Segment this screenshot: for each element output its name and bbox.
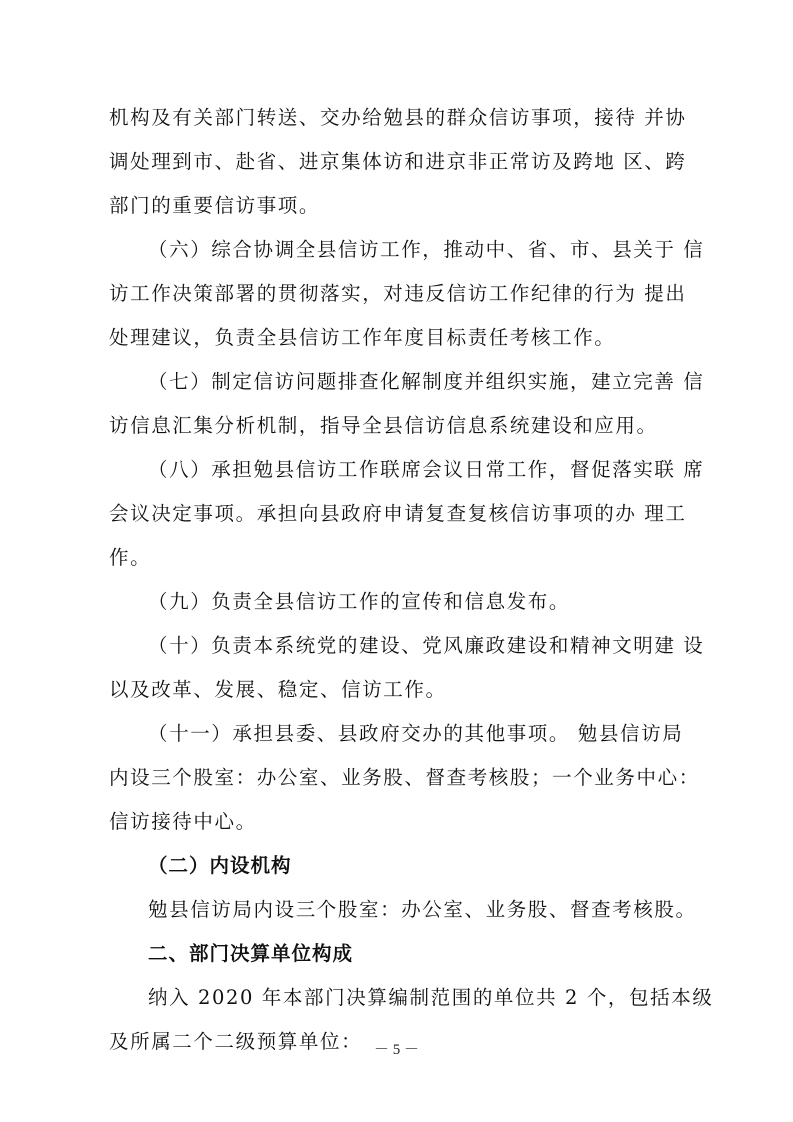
text-line: 作。 <box>109 546 152 569</box>
text-line: 处理建议，负责全县信访工作年度目标责任考核工作。 <box>109 326 616 349</box>
text-line: 访信息汇集分析机制，指导全县信访信息系统建设和应用。 <box>109 414 658 437</box>
text-line: 内设三个股室：办公室、业务股、督查考核股；一个业务中心： <box>109 766 700 789</box>
text-line: 会议决定事项。承担向县政府申请复查复核信访事项的办 理工 <box>109 502 687 525</box>
text-line: （八）承担勉县信访工作联席会议日常工作，督促落实联 席 <box>148 458 705 481</box>
text-line: 及所属二个二级预算单位： <box>109 1030 363 1053</box>
text-line: （十一）承担县委、县政府交办的其他事项。 勉县信访局 <box>148 722 684 745</box>
text-line: 以及改革、发展、稳定、信访工作。 <box>109 678 447 701</box>
text-line: （九）负责全县信访工作的宣传和信息发布。 <box>148 590 571 613</box>
text-line: （六）综合协调全县信访工作，推动中、省、市、县关于 信 <box>148 238 705 261</box>
text-line: （七）制定信访问题排查化解制度并组织实施，建立完善 信 <box>148 370 705 393</box>
text-line: 机构及有关部门转送、交办给勉县的群众信访事项，接待 并协 <box>109 106 687 129</box>
section-heading: 二、部门决算单位构成 <box>148 942 354 965</box>
page-number: － 5 － <box>373 1042 419 1058</box>
document-body <box>109 96 714 1064</box>
text-line: （十）负责本系统党的建设、党风廉政建设和精神文明建 设 <box>148 634 705 657</box>
section-heading: （二）内设机构 <box>148 854 292 877</box>
text-line: 访工作决策部署的贯彻落实，对违反信访工作纪律的行为 提出 <box>109 282 687 305</box>
text-line: 调处理到市、赴省、进京集体访和进京非正常访及跨地 区、跨 <box>109 150 687 173</box>
text-line: 勉县信访局内设三个股室：办公室、业务股、督查考核股。 <box>148 898 697 921</box>
text-line: 部门的重要信访事项。 <box>109 194 321 217</box>
text-line: 信访接待中心。 <box>109 810 257 833</box>
text-line: 纳入 2020 年本部门决算编制范围的单位共 2 个，包括本级 <box>148 986 714 1009</box>
